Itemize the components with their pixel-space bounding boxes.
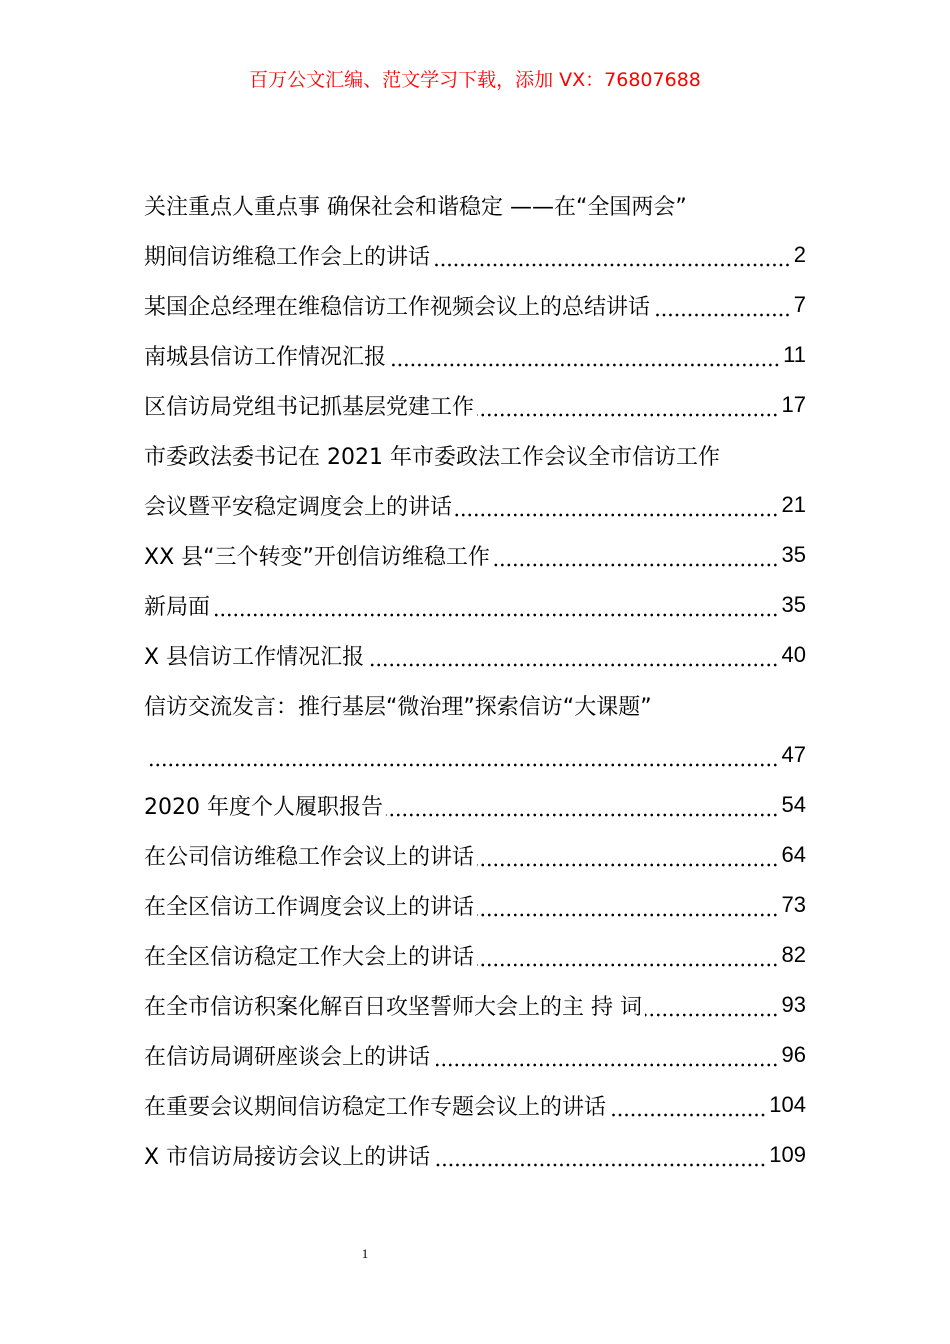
toc-page-number: 96	[781, 1042, 806, 1067]
toc-page-number: 47	[781, 742, 806, 767]
dot-leader	[433, 1163, 766, 1167]
dot-leader	[653, 313, 791, 317]
toc-entry[interactable]	[144, 730, 806, 780]
toc-entry[interactable]	[144, 580, 806, 630]
page-number-footer: 1	[361, 1246, 369, 1261]
toc-entry[interactable]	[144, 530, 806, 580]
toc-entry-text: 某国企总经理在维稳信访工作视频会议上的总结讲话	[144, 294, 651, 320]
toc-entry-text: 南城县信访工作情况汇报	[144, 344, 387, 370]
toc-entry[interactable]	[144, 230, 806, 280]
toc-entry-title[interactable]: 市委政法委书记在 2021 年市委政法工作会议全市信访工作	[144, 444, 720, 470]
toc-page-number: 21	[781, 492, 806, 517]
dot-leader	[477, 413, 779, 417]
dot-leader	[367, 663, 778, 667]
toc-entry-text: 在重要会议期间信访稳定工作专题会议上的讲话	[144, 1094, 607, 1120]
toc-entry-text: 新局面	[144, 594, 211, 620]
toc-entry[interactable]	[144, 880, 806, 930]
toc-entry-text: 在全市信访积案化解百日攻坚誓师大会上的主 持 词	[144, 994, 642, 1020]
toc-page-number: 93	[781, 992, 806, 1017]
toc-entry-text: 2020 年度个人履职报告	[144, 794, 383, 820]
toc-entry-text: X 县信访工作情况汇报	[144, 644, 365, 670]
toc-entry-text: 在全区信访工作调度会议上的讲话	[144, 894, 475, 920]
toc-page-number: 73	[781, 892, 806, 917]
toc-entry[interactable]	[144, 780, 806, 830]
toc-entry-text: 期间信访维稳工作会上的讲话	[144, 244, 431, 270]
dot-leader	[609, 1113, 766, 1117]
toc-page-number: 7	[793, 292, 806, 317]
toc-entry[interactable]	[144, 1080, 806, 1130]
toc-entry[interactable]	[144, 830, 806, 880]
toc-entry-text: 会议暨平安稳定调度会上的讲话	[144, 494, 453, 520]
toc-entry[interactable]	[144, 1030, 806, 1080]
toc-entry[interactable]	[144, 380, 806, 430]
toc-entry-title-line	[144, 180, 806, 230]
toc-page-number: 64	[781, 842, 806, 867]
toc-entry[interactable]	[144, 1130, 806, 1180]
dot-leader	[477, 963, 779, 967]
dot-leader	[477, 863, 779, 867]
toc-entry-text: 在公司信访维稳工作会议上的讲话	[144, 844, 475, 870]
dot-leader	[645, 1013, 779, 1017]
toc-page-number: 54	[781, 792, 806, 817]
toc-entry-text: X 市信访局接访会议上的讲话	[144, 1144, 431, 1170]
toc-page-number: 109	[769, 1142, 806, 1167]
toc-entry-text: 在全区信访稳定工作大会上的讲话	[144, 944, 475, 970]
dot-leader	[455, 513, 779, 517]
toc-entry[interactable]	[144, 930, 806, 980]
dot-leader	[213, 613, 779, 617]
dot-leader	[386, 813, 779, 817]
toc-page-number: 35	[781, 542, 806, 567]
dot-leader	[493, 563, 779, 567]
dot-leader	[433, 1063, 779, 1067]
toc-page-number: 2	[793, 242, 806, 267]
dot-leader	[433, 263, 791, 267]
toc-entry[interactable]	[144, 480, 806, 530]
toc-entry-title-line	[144, 680, 806, 730]
toc-entry[interactable]	[144, 280, 806, 330]
toc-page-number: 104	[769, 1092, 806, 1117]
toc-page-number: 17	[781, 392, 806, 417]
dot-leader	[477, 913, 779, 917]
toc-entry[interactable]	[144, 980, 806, 1030]
toc-page-number: 40	[781, 642, 806, 667]
toc-page-number: 82	[781, 942, 806, 967]
toc-page-number: 35	[781, 592, 806, 617]
toc-entry-text: 在信访局调研座谈会上的讲话	[144, 1044, 431, 1070]
toc-entry-text: XX 县“三个转变”开创信访维稳工作	[144, 544, 490, 570]
toc-entry-text: 区信访局党组书记抓基层党建工作	[144, 394, 475, 420]
toc-entry[interactable]	[144, 630, 806, 680]
toc-entry-title[interactable]: 关注重点人重点事 确保社会和谐稳定 ——在“全国两会”	[144, 194, 687, 220]
toc-entry-title[interactable]: 信访交流发言：推行基层“微治理”探索信访“大课题”	[144, 694, 652, 720]
toc-entry-title-line	[144, 430, 806, 480]
toc-page-number: 11	[783, 342, 806, 367]
table-of-contents	[144, 180, 806, 1180]
toc-entry[interactable]	[144, 330, 806, 380]
dot-leader	[147, 763, 779, 767]
watermark-header: 百万公文汇编、范文学习下载，添加 VX：76807688	[249, 69, 701, 91]
dot-leader	[389, 363, 780, 367]
